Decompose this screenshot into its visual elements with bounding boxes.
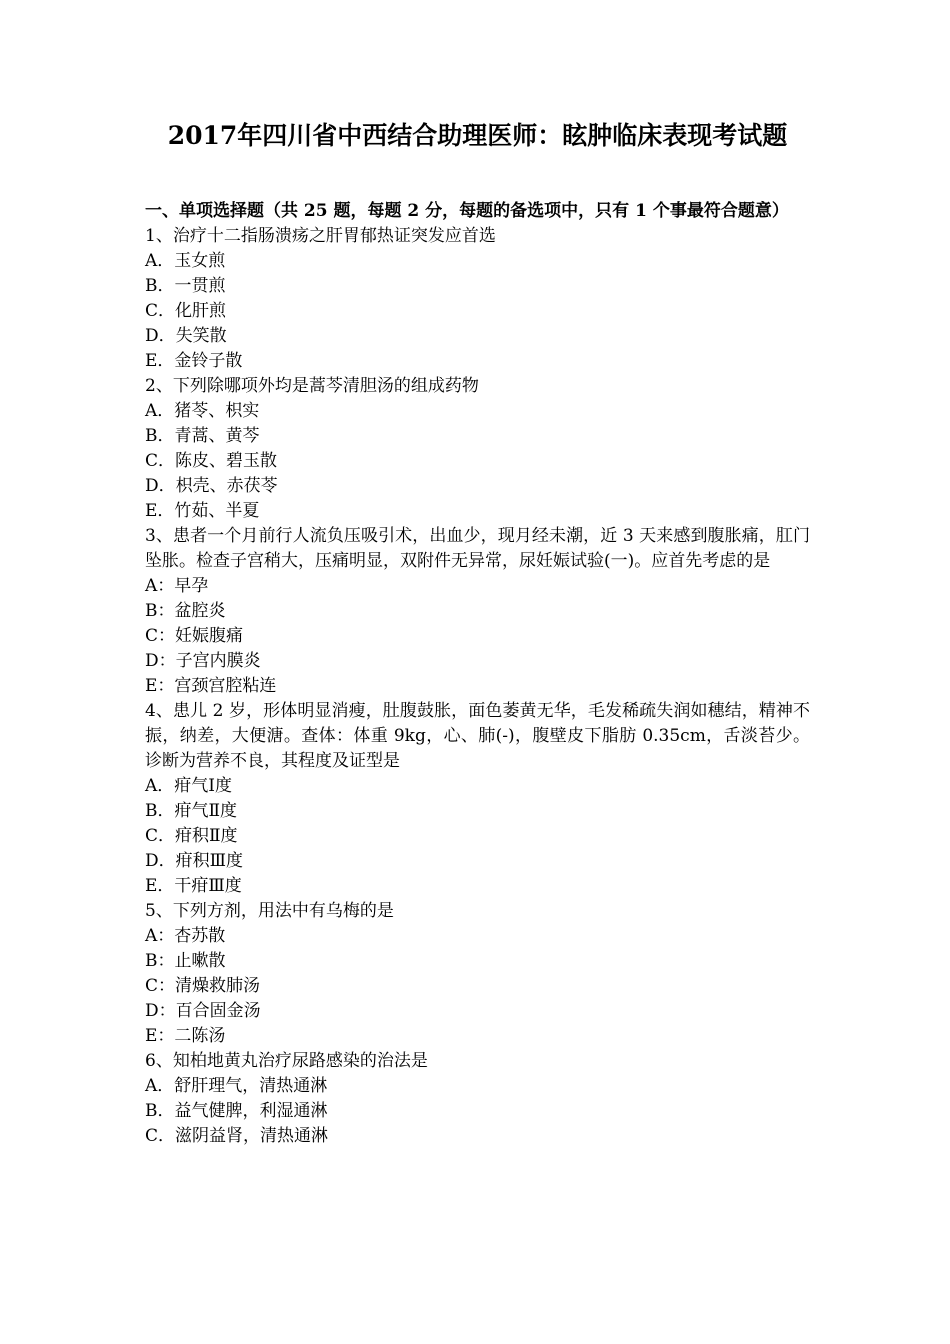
option-e: E：宫颈宫腔粘连: [145, 676, 277, 696]
question-stem: 6、知柏地黄丸治疗尿路感染的治法是: [145, 1051, 428, 1071]
option-c: C．陈皮、碧玉散: [145, 451, 278, 471]
section-header: 一、单项选择题（共 25 题，每题 2 分，每题的备选项中，只有 1 个事最符合题意）: [145, 201, 789, 221]
option-c: C．滋阴益肾，清热通淋: [145, 1126, 329, 1146]
option-b: B．疳气Ⅱ度: [145, 801, 238, 821]
option-a: A．舒肝理气，清热通淋: [145, 1076, 328, 1096]
question-stem: 3、患者一个月前行人流负压吸引术，出血少，现月经未潮，近 3 天来感到腹胀痛，肛门坠胀。检查子宫稍大，压痛明显，双附件无异常，尿妊娠试验(一)。应首先考虑的是: [145, 526, 810, 571]
question-stem: 4、患儿 2 岁，形体明显消瘦，肚腹鼓胀，面色萎黄无华，毛发稀疏失润如穗结，精神不振，纳差，大便溏。查体：体重 9kg，心、肺(-)，腹壁皮下脂肪 0.35cm，舌淡苔少。诊断为营养不良，其程度及证型是: [145, 701, 810, 771]
option-d: D．枳壳、赤茯苓: [145, 476, 278, 496]
option-d: D．失笑散: [145, 326, 227, 346]
option-a: A．猪苓、枳实: [145, 401, 260, 421]
option-e: E：二陈汤: [145, 1026, 226, 1046]
option-b: B．一贯煎: [145, 276, 226, 296]
option-a: A．玉女煎: [145, 251, 226, 271]
option-e: E．金铃子散: [145, 351, 243, 371]
option-a: A：早孕: [145, 576, 209, 596]
option-c: C．化肝煎: [145, 301, 227, 321]
option-e: E．竹茹、半夏: [145, 501, 260, 521]
option-d: D：百合固金汤: [145, 1001, 261, 1021]
option-e: E．干疳Ⅲ度: [145, 876, 242, 896]
question-stem: 5、下列方剂，用法中有乌梅的是: [145, 901, 394, 921]
document-page: [145, 118, 810, 1149]
option-c: C：妊娠腹痛: [145, 626, 244, 646]
question-stem: 1、治疗十二指肠溃疡之肝胃郁热证突发应首选: [145, 226, 496, 246]
option-a: A．疳气Ⅰ度: [145, 776, 232, 796]
option-d: D：子宫内膜炎: [145, 651, 261, 671]
option-a: A：杏苏散: [145, 926, 226, 946]
question-stem: 2、下列除哪项外均是蒿芩清胆汤的组成药物: [145, 376, 479, 396]
option-b: B：盆腔炎: [145, 601, 226, 621]
option-b: B：止嗽散: [145, 951, 226, 971]
document-title: 2017年四川省中西结合助理医师：眩肿临床表现考试题: [167, 121, 788, 150]
option-d: D．疳积Ⅲ度: [145, 851, 244, 871]
option-b: B．益气健脾，利湿通淋: [145, 1101, 328, 1121]
option-c: C：清燥救肺汤: [145, 976, 261, 996]
option-b: B．青蒿、黄芩: [145, 426, 260, 446]
option-c: C．疳积Ⅱ度: [145, 826, 238, 846]
